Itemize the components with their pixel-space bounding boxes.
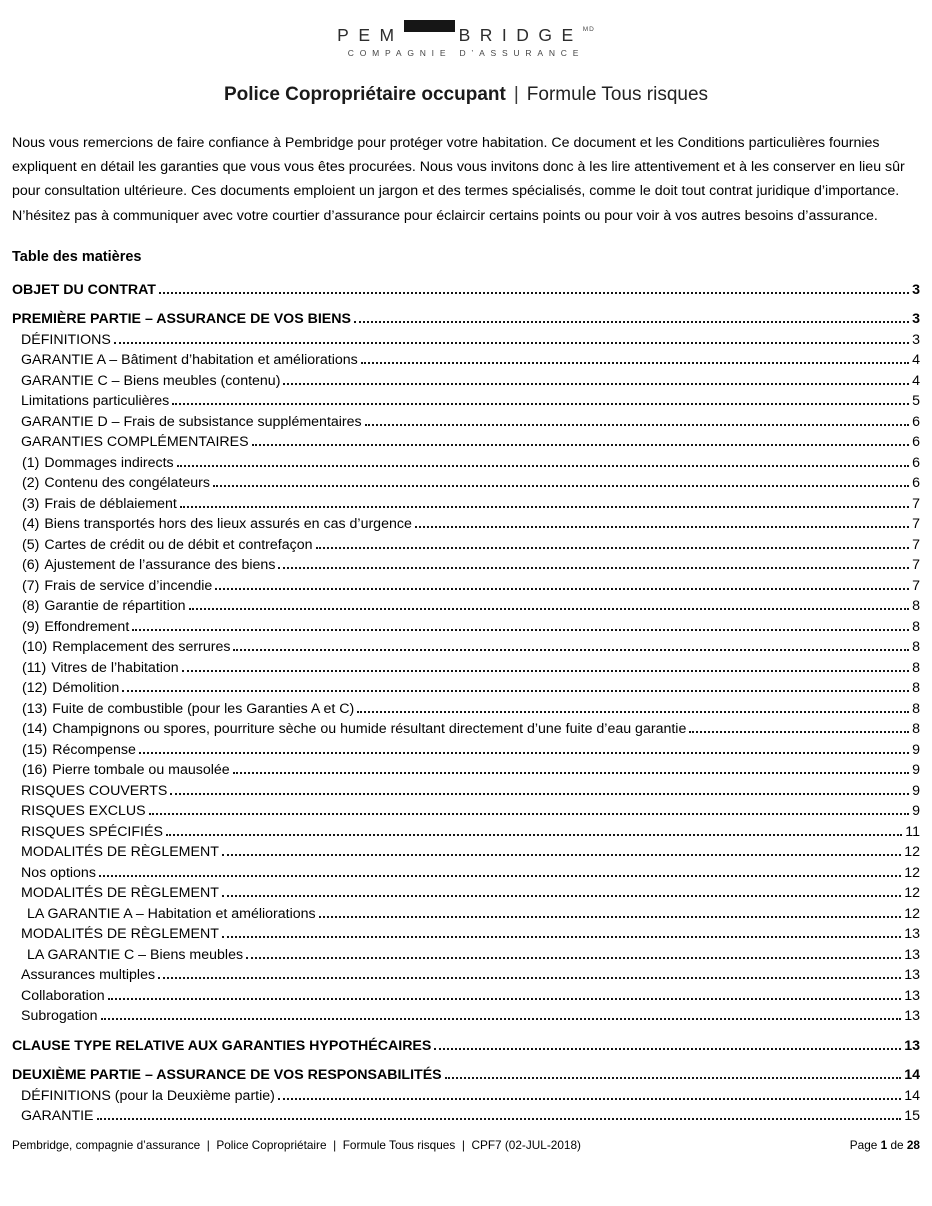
toc-entry-label: GARANTIE C – Biens meubles (contenu) bbox=[21, 372, 281, 389]
toc-row bbox=[12, 986, 920, 1007]
toc-entry-label: Subrogation bbox=[21, 1008, 98, 1025]
toc-page-number: 13 bbox=[904, 946, 920, 963]
toc-dot-leader bbox=[99, 875, 901, 877]
toc-row bbox=[12, 494, 920, 515]
toc-entry-number: (14) bbox=[22, 721, 48, 738]
toc-entry-label: Pierre tombale ou mausolée bbox=[52, 762, 230, 779]
toc-entry-number: (10) bbox=[22, 639, 48, 656]
toc-dot-leader bbox=[182, 670, 909, 672]
page-footer bbox=[12, 1138, 920, 1152]
toc-page-number: 7 bbox=[912, 577, 920, 594]
footer-page-indicator bbox=[850, 1138, 920, 1152]
intro-paragraph: Nous vous remercions de faire confiance à Pembridge pour protéger votre habitation. Ce document et les Conditions particulières fournies expliquent en détail les garanties que vous vous êtes procurées. Nous vous invitons donc à les lire attentivement et à les conserver en lieu sûr pour consultation ultérieure. Ces documents emploient un jargon et des termes spécialisés, comme le doit tout contrat juridique d’importance. N’hésitez pas à communiquer avec votre courtier d’assurance pour éclaircir certains points ou pour voir à vos autres besoins d’assurance. bbox=[12, 135, 905, 224]
toc-entry-label: Fuite de combustible (pour les Garanties A et C) bbox=[52, 700, 355, 717]
toc-dot-leader bbox=[172, 403, 909, 405]
toc-page-number: 7 bbox=[912, 516, 920, 533]
toc-row bbox=[12, 350, 920, 371]
footer-of-word: de bbox=[890, 1138, 904, 1152]
toc-row bbox=[12, 760, 920, 781]
logo-trademark: MD bbox=[582, 26, 595, 33]
toc-row bbox=[12, 842, 920, 863]
toc-entry-label: DÉFINITIONS bbox=[21, 331, 111, 348]
footer-page-number: 1 bbox=[880, 1138, 888, 1152]
toc-entry-label: GARANTIE D – Frais de subsistance supplémentaires bbox=[21, 413, 362, 430]
title-main: Police Copropriétaire occupant bbox=[223, 84, 506, 105]
toc-page-number: 13 bbox=[904, 987, 920, 1004]
toc-page-number: 8 bbox=[912, 721, 920, 738]
toc-entry-label: MODALITÉS DE RÈGLEMENT bbox=[21, 885, 219, 902]
toc-page-number: 14 bbox=[904, 1087, 920, 1104]
toc-entry-label: CLAUSE TYPE RELATIVE AUX GARANTIES HYPOTHÉCAIRES bbox=[12, 1037, 432, 1054]
toc-dot-leader bbox=[213, 485, 909, 487]
toc-row bbox=[12, 432, 920, 453]
toc-page-number: 12 bbox=[904, 844, 920, 861]
toc-entry-number: (13) bbox=[22, 700, 48, 717]
toc-entry-label: Frais de service d’incendie bbox=[44, 577, 213, 594]
toc-dot-leader bbox=[139, 752, 909, 754]
toc-row bbox=[12, 330, 920, 351]
toc-row bbox=[12, 309, 920, 330]
toc-heading: Table des matières bbox=[12, 248, 142, 265]
toc-page-number: 7 bbox=[912, 536, 920, 553]
toc-row bbox=[12, 965, 920, 986]
toc-row bbox=[12, 699, 920, 720]
toc-dot-leader bbox=[319, 916, 902, 918]
toc-dot-leader bbox=[149, 813, 910, 815]
toc-row bbox=[12, 801, 920, 822]
toc-dot-leader bbox=[222, 854, 901, 856]
toc-dot-leader bbox=[189, 608, 910, 610]
toc-page-number: 15 bbox=[904, 1108, 920, 1125]
toc-entry-number: (12) bbox=[22, 680, 48, 697]
toc-entry-number: (3) bbox=[22, 495, 40, 512]
toc-entry-label: OBJET DU CONTRAT bbox=[12, 281, 156, 298]
toc-page-number: 9 bbox=[912, 762, 920, 779]
toc-dot-leader bbox=[357, 711, 909, 713]
toc-entry-label: RISQUES COUVERTS bbox=[21, 782, 168, 799]
toc-page-number: 8 bbox=[912, 639, 920, 656]
toc-entry-number: (5) bbox=[22, 536, 40, 553]
toc-entry-label: Garantie de répartition bbox=[44, 598, 186, 615]
toc-row bbox=[12, 658, 920, 679]
toc-dot-leader bbox=[354, 321, 909, 323]
toc-row bbox=[12, 391, 920, 412]
toc-page-number: 13 bbox=[904, 1008, 920, 1025]
toc-entry-label: Démolition bbox=[52, 680, 120, 697]
toc-dot-leader bbox=[177, 465, 909, 467]
toc-entry-number: (1) bbox=[22, 454, 40, 471]
toc-page-number: 8 bbox=[912, 680, 920, 697]
toc-dot-leader bbox=[361, 362, 909, 364]
logo-wordmark bbox=[12, 20, 920, 45]
toc-entry-number: (6) bbox=[22, 557, 40, 574]
toc-row bbox=[12, 617, 920, 638]
logo-subtitle: COMPAGNIE D’ASSURANCE bbox=[347, 48, 585, 58]
footer-document-info: Pembridge, compagnie d’assurance | Police Copropriétaire | Formule Tous risques | CPF7 (02-JUL-2018) bbox=[12, 1138, 581, 1152]
toc-page-number: 8 bbox=[912, 618, 920, 635]
toc-page-number: 7 bbox=[912, 495, 920, 512]
toc-row bbox=[12, 535, 920, 556]
logo-word-pem: PEM bbox=[337, 25, 404, 45]
toc-entry-label: LA GARANTIE A – Habitation et améliorations bbox=[27, 905, 316, 922]
toc-dot-leader bbox=[159, 292, 909, 294]
document-title bbox=[12, 84, 920, 106]
toc-dot-leader bbox=[434, 1048, 901, 1050]
toc-dot-leader bbox=[278, 1098, 901, 1100]
toc-page-number: 12 bbox=[904, 885, 920, 902]
toc-row bbox=[12, 371, 920, 392]
toc-page-number: 4 bbox=[912, 352, 920, 369]
toc-row bbox=[12, 719, 920, 740]
toc-entry-label: MODALITÉS DE RÈGLEMENT bbox=[21, 926, 219, 943]
toc-page-number: 9 bbox=[912, 803, 920, 820]
toc-row bbox=[12, 637, 920, 658]
toc-entry-label: Nos options bbox=[21, 864, 96, 881]
toc-entry-label: RISQUES EXCLUS bbox=[21, 803, 146, 820]
toc-entry-number: (11) bbox=[22, 659, 47, 676]
toc-entry-label: PREMIÈRE PARTIE – ASSURANCE DE VOS BIENS bbox=[12, 311, 351, 328]
toc-page-number: 12 bbox=[904, 864, 920, 881]
toc-dot-leader bbox=[233, 772, 909, 774]
toc-row bbox=[12, 781, 920, 802]
toc-dot-leader bbox=[222, 895, 901, 897]
toc-page-number: 14 bbox=[904, 1067, 920, 1084]
toc-row bbox=[12, 822, 920, 843]
toc-entry-number: (8) bbox=[22, 598, 40, 615]
toc-entry-label: Limitations particulières bbox=[21, 393, 170, 410]
toc-row bbox=[12, 883, 920, 904]
toc bbox=[12, 280, 920, 1127]
toc-page-number: 3 bbox=[912, 281, 920, 298]
toc-page-number: 13 bbox=[904, 926, 920, 943]
toc-dot-leader bbox=[252, 444, 910, 446]
toc-page-number: 6 bbox=[912, 434, 920, 451]
toc-row bbox=[12, 412, 920, 433]
toc-entry-label: Effondrement bbox=[44, 618, 130, 635]
toc-row bbox=[12, 740, 920, 761]
toc-dot-leader bbox=[122, 690, 909, 692]
toc-entry-label: Assurances multiples bbox=[21, 967, 156, 984]
toc-entry-label: Biens transportés hors des lieux assurés en cas d’urgence bbox=[44, 516, 412, 533]
toc-dot-leader bbox=[170, 793, 909, 795]
toc-row bbox=[12, 280, 920, 301]
toc-page-number: 3 bbox=[912, 311, 920, 328]
toc-dot-leader bbox=[166, 834, 902, 836]
toc-entry-label: DÉFINITIONS (pour la Deuxième partie) bbox=[21, 1087, 275, 1104]
toc-entry-label: Dommages indirects bbox=[44, 454, 174, 471]
toc-entry-label: Vitres de l’habitation bbox=[51, 659, 179, 676]
toc-entry-label: Contenu des congélateurs bbox=[44, 475, 210, 492]
toc-row bbox=[12, 1106, 920, 1127]
toc-dot-leader bbox=[283, 383, 909, 385]
toc-entry-number: (4) bbox=[22, 516, 40, 533]
toc-page-number: 12 bbox=[904, 905, 920, 922]
toc-dot-leader bbox=[445, 1077, 902, 1079]
toc-row bbox=[12, 453, 920, 474]
toc-dot-leader bbox=[222, 936, 901, 938]
toc-entry-label: MODALITÉS DE RÈGLEMENT bbox=[21, 844, 219, 861]
toc-page-number: 9 bbox=[912, 741, 920, 758]
toc-page-number: 11 bbox=[905, 823, 920, 840]
toc-row bbox=[12, 1036, 920, 1057]
toc-page-number: 13 bbox=[904, 967, 920, 984]
toc-dot-leader bbox=[180, 506, 909, 508]
toc-entry-label: Récompense bbox=[52, 741, 136, 758]
pembridge-logo bbox=[12, 20, 920, 58]
toc-entry-number: (15) bbox=[22, 741, 48, 758]
toc-entry-number: (2) bbox=[22, 475, 40, 492]
toc-dot-leader bbox=[278, 567, 909, 569]
toc-page-number: 5 bbox=[912, 393, 920, 410]
toc-page-number: 8 bbox=[912, 659, 920, 676]
footer-page-word: Page bbox=[849, 1138, 878, 1152]
toc-row bbox=[12, 945, 920, 966]
toc-page-number: 8 bbox=[912, 700, 920, 717]
toc-row bbox=[12, 863, 920, 884]
toc-row bbox=[12, 924, 920, 945]
toc-dot-leader bbox=[132, 629, 909, 631]
toc-entry-label: GARANTIES COMPLÉMENTAIRES bbox=[21, 434, 249, 451]
logo-bar-icon bbox=[404, 20, 455, 32]
toc-entry-label: Ajustement de l’assurance des biens bbox=[44, 557, 276, 574]
toc-page-number: 6 bbox=[912, 475, 920, 492]
toc-dot-leader bbox=[233, 649, 909, 651]
toc-row bbox=[12, 576, 920, 597]
toc-row bbox=[12, 596, 920, 617]
toc-page-number: 9 bbox=[912, 782, 920, 799]
toc-entry-label: GARANTIE A – Bâtiment d’habitation et améliorations bbox=[21, 352, 358, 369]
toc-row bbox=[12, 1065, 920, 1086]
toc-entry-number: (9) bbox=[22, 618, 40, 635]
toc-dot-leader bbox=[97, 1118, 902, 1120]
toc-page-number: 13 bbox=[904, 1037, 920, 1054]
toc-page-number: 7 bbox=[912, 557, 920, 574]
title-subtitle: Formule Tous risques bbox=[526, 84, 709, 105]
toc-entry-label: Collaboration bbox=[21, 987, 105, 1004]
footer-page-total: 28 bbox=[906, 1138, 920, 1152]
logo-word-bridge: BRIDGE bbox=[458, 25, 583, 45]
toc-page-number: 6 bbox=[912, 413, 920, 430]
toc-dot-leader bbox=[101, 1018, 902, 1020]
toc-page-number: 3 bbox=[912, 331, 920, 348]
toc-page-number: 4 bbox=[912, 372, 920, 389]
toc-row bbox=[12, 555, 920, 576]
toc-row bbox=[12, 1086, 920, 1107]
toc-entry-number: (7) bbox=[22, 577, 40, 594]
title-separator: | bbox=[513, 84, 519, 105]
toc-page-number: 6 bbox=[912, 454, 920, 471]
toc-entry-label: LA GARANTIE C – Biens meubles bbox=[27, 946, 244, 963]
toc-dot-leader bbox=[158, 977, 901, 979]
toc-entry-number: (16) bbox=[22, 762, 48, 779]
toc-entry-label: Champignons ou spores, pourriture sèche ou humide résultant directement d’une fuite d’eau garantie bbox=[52, 721, 687, 738]
toc-dot-leader bbox=[415, 526, 909, 528]
toc-dot-leader bbox=[365, 424, 909, 426]
toc-row bbox=[12, 473, 920, 494]
toc-entry-label: GARANTIE bbox=[21, 1108, 94, 1125]
toc-entry-label: DEUXIÈME PARTIE – ASSURANCE DE VOS RESPONSABILITÉS bbox=[12, 1067, 442, 1084]
toc-row bbox=[12, 904, 920, 925]
toc-page-number: 8 bbox=[912, 598, 920, 615]
toc-dot-leader bbox=[215, 588, 909, 590]
toc-entry-label: RISQUES SPÉCIFIÉS bbox=[21, 823, 163, 840]
toc-dot-leader bbox=[108, 998, 902, 1000]
toc-dot-leader bbox=[114, 342, 909, 344]
toc-row bbox=[12, 1006, 920, 1027]
toc-entry-label: Cartes de crédit ou de débit et contrefaçon bbox=[44, 536, 313, 553]
toc-row bbox=[12, 678, 920, 699]
toc-row bbox=[12, 514, 920, 535]
toc-dot-leader bbox=[316, 547, 910, 549]
toc-entry-label: Remplacement des serrures bbox=[52, 639, 231, 656]
toc-dot-leader bbox=[689, 731, 909, 733]
toc-dot-leader bbox=[246, 957, 901, 959]
toc-entry-label: Frais de déblaiement bbox=[44, 495, 177, 512]
